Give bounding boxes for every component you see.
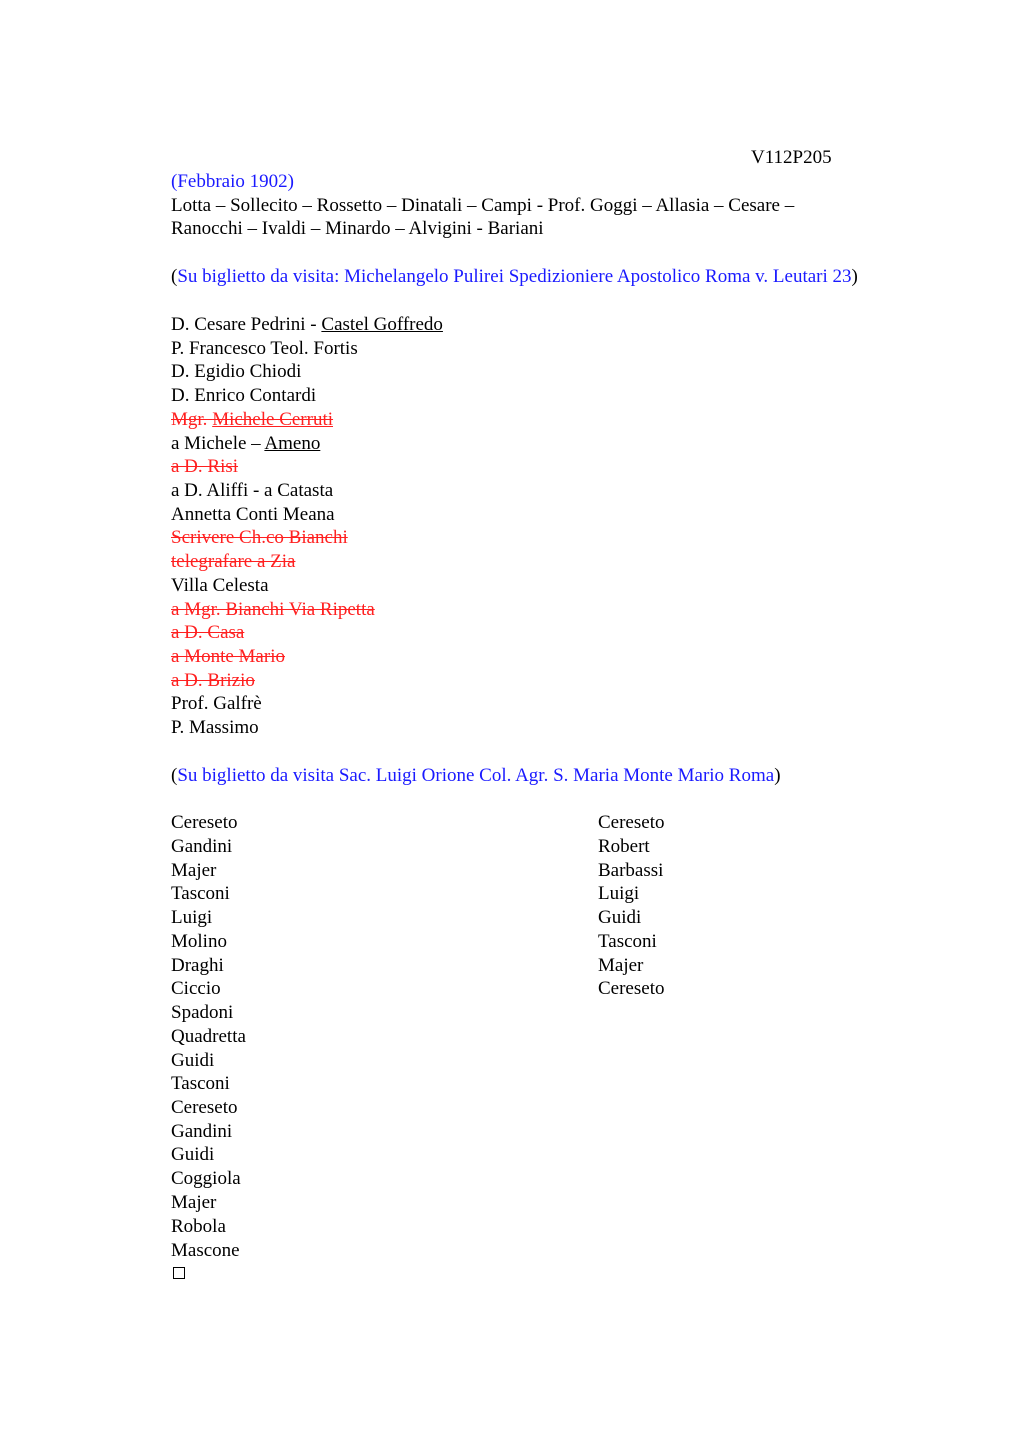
list-item-struck: a D. Casa (171, 622, 245, 643)
names-line-2: Ranocchi – Ivaldi – Minardo – Alvigini - Bariani (171, 218, 544, 239)
left-column-item: Majer (171, 1192, 217, 1213)
right-column-item: Guidi (598, 907, 642, 928)
right-column-item: Barbassi (598, 860, 664, 881)
left-column-item: Tasconi (171, 1073, 230, 1094)
page-reference: V112P205 (751, 147, 832, 168)
left-column-item: Gandini (171, 836, 233, 857)
underlined-place: Castel Goffredo (321, 314, 443, 335)
left-column-item: Ciccio (171, 978, 221, 999)
list-item: P. Massimo (171, 717, 259, 738)
left-column-item: Guidi (171, 1144, 215, 1165)
list-item: Villa Celesta (171, 575, 269, 596)
list-item-struck: a Monte Mario (171, 646, 285, 667)
list-item-struck (171, 408, 333, 432)
list-item: Prof. Galfrè (171, 693, 262, 714)
left-column-item: Cereseto (171, 812, 238, 833)
left-column-item: Draghi (171, 955, 224, 976)
left-column-item: Luigi (171, 907, 213, 928)
list-item-text: a Michele – (171, 433, 265, 454)
list-item: D. Enrico Contardi (171, 385, 317, 406)
underlined-struck-name: Michele Cerruti (212, 409, 334, 430)
right-column-item: Cereseto (598, 812, 665, 833)
left-column-item: Cereseto (171, 1097, 238, 1118)
underlined-place: Ameno (264, 433, 321, 454)
list-item: D. Egidio Chiodi (171, 361, 302, 382)
list-item: Annetta Conti Meana (171, 504, 335, 525)
left-column-item: Coggiola (171, 1168, 241, 1189)
close-paren: ) (774, 765, 781, 786)
left-column-item: Tasconi (171, 883, 230, 904)
left-column-item: Majer (171, 860, 217, 881)
list-item-struck: a D. Brizio (171, 670, 255, 691)
right-column-item: Robert (598, 836, 650, 857)
list-item (171, 432, 320, 456)
date-note: (Febbraio 1902) (171, 171, 294, 192)
right-column-item: Cereseto (598, 978, 665, 999)
list-item-struck: a D. Risi (171, 456, 239, 477)
left-column-item: Spadoni (171, 1002, 234, 1023)
close-paren: ) (851, 266, 858, 287)
left-column-item: Robola (171, 1216, 226, 1237)
list-item (171, 313, 443, 337)
checkbox-icon (173, 1267, 185, 1279)
visiting-card-note-2 (171, 764, 781, 788)
open-paren: ( (171, 266, 178, 287)
right-column-item: Tasconi (598, 931, 657, 952)
list-item-struck: a Mgr. Bianchi Via Ripetta (171, 599, 375, 620)
list-item: a D. Aliffi - a Catasta (171, 480, 334, 501)
left-column-item: Mascone (171, 1240, 240, 1261)
list-item-text: Mgr. (171, 409, 213, 430)
open-paren: ( (171, 765, 178, 786)
left-column-item: Gandini (171, 1121, 233, 1142)
visiting-card-text: Su biglietto da visita Sac. Luigi Orione Col. Agr. S. Maria Monte Mario Roma (177, 765, 775, 786)
visiting-card-note-1 (171, 265, 858, 289)
right-column-item: Luigi (598, 883, 640, 904)
list-item: P. Francesco Teol. Fortis (171, 338, 358, 359)
left-column-item: Guidi (171, 1050, 215, 1071)
left-column-item: Molino (171, 931, 227, 952)
left-column-item: Quadretta (171, 1026, 246, 1047)
visiting-card-text: Su biglietto da visita: Michelangelo Pulirei Spedizioniere Apostolico Roma v. Leutari 23 (177, 266, 852, 287)
list-item-struck: telegrafare a Zia (171, 551, 296, 572)
names-line-1: Lotta – Sollecito – Rossetto – Dinatali – Campi - Prof. Goggi – Allasia – Cesare – (171, 195, 795, 216)
list-item-text: D. Cesare Pedrini - (171, 314, 322, 335)
right-column-item: Majer (598, 955, 644, 976)
list-item-struck: Scrivere Ch.co Bianchi (171, 527, 348, 548)
